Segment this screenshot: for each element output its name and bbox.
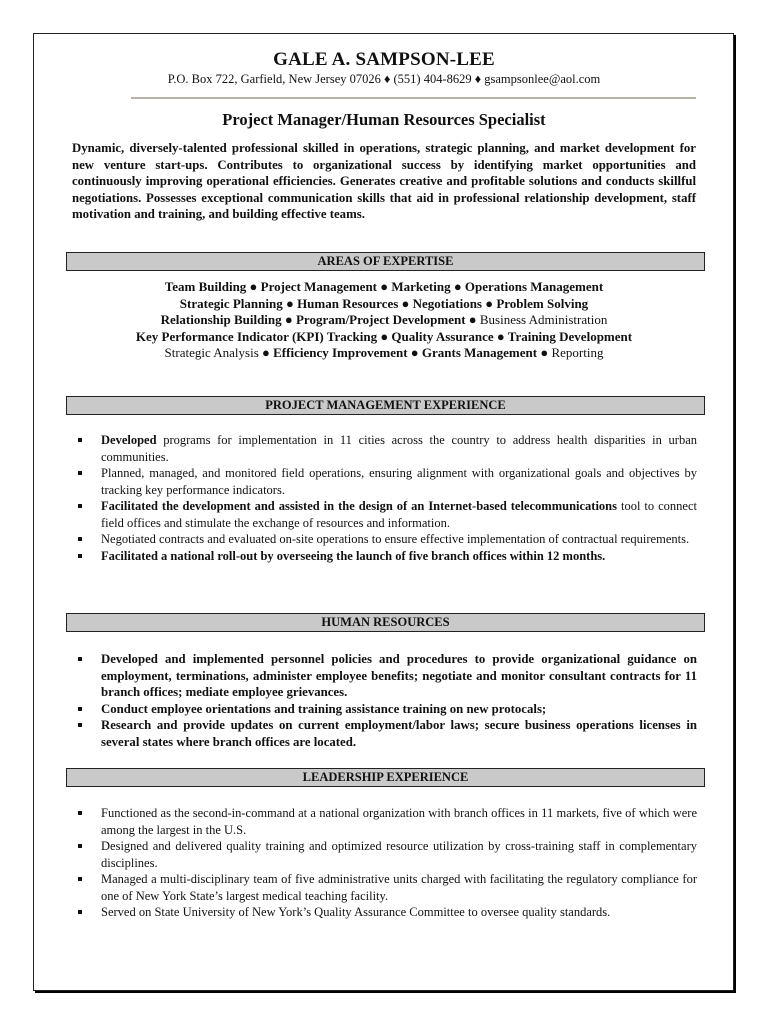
expertise-text: Relationship Building ● Program/Project Development ● (160, 312, 477, 328)
section-heading-expertise: AREAS OF EXPERTISE (66, 252, 705, 271)
resume-title: Project Manager/Human Resources Specialist (222, 110, 546, 129)
expertise-text: Strategic Analysis (164, 345, 263, 361)
list-item: Designed and delivered quality training and optimized resource utilization by cross-training staff in complementary disciplines. (72, 838, 697, 871)
list-item: Planned, managed, and monitored field operations, ensuring alignment with organizational goals and objectives by tracking key performance indicators. (72, 465, 697, 498)
expertise-text: Reporting (548, 345, 604, 361)
header-divider (131, 97, 696, 99)
expertise-line (0, 345, 768, 362)
expertise-line: Team Building ● Project Management ● Marketing ● Operations Management (164, 279, 604, 294)
leadership-list (72, 805, 697, 921)
expertise-list (0, 279, 768, 362)
expertise-text: Business Administration (476, 312, 608, 328)
list-item: Negotiated contracts and evaluated on-site operations to ensure effective implementation of contractual requirements. (72, 531, 697, 548)
section-heading-leadership: LEADERSHIP EXPERIENCE (66, 768, 705, 787)
list-item (72, 498, 697, 531)
bullet-text: tool to connect field offices and stimulate the exchange of resources and information. (101, 499, 697, 530)
list-item: Served on State University of New York’s Quality Assurance Committee to oversee quality standards. (72, 904, 697, 921)
project-management-list (72, 432, 697, 564)
list-item: Managed a multi-disciplinary team of five administrative units charged with facilitating the regulatory compliance for one of New York State’s largest medical teaching facility. (72, 871, 697, 904)
human-resources-list (72, 651, 697, 751)
list-item: Conduct employee orientations and training assistance training on new protocals; (72, 701, 697, 718)
bullet-text: Developed (101, 433, 157, 447)
expertise-line: Strategic Planning ● Human Resources ● Negotiations ● Problem Solving (179, 295, 589, 311)
expertise-line (0, 312, 768, 329)
list-item: Research and provide updates on current employment/labor laws; secure business operations licenses in several states where branch offices are located. (72, 717, 697, 750)
list-item (72, 432, 697, 465)
list-item: Functioned as the second-in-command at a national organization with branch offices in 11 markets, five of which were among the largest in the U.S. (72, 805, 697, 838)
expertise-text: ● Efficiency Improvement ● Grants Management ● (262, 345, 549, 361)
list-item: Developed and implemented personnel policies and procedures to provide organizational guidance on employment, terminations, administer employee benefits; negotiate and monitor consultant contracts for 11 branch offices; mediate employee grievances. (72, 651, 697, 701)
professional-summary: Dynamic, diversely-talented professional skilled in operations, strategic planning, and market development for new venture start-ups. Contributes to organizational success by identifying market opportunities and continuously improving operational efficiencies. Generates creative and profitable solutions and conducts skillful negotiations. Possesses exceptional communication skills that aid in professional relationship development, staff motivation and training, and building effective teams. (72, 141, 696, 221)
expertise-line: Key Performance Indicator (KPI) Tracking ● Quality Assurance ● Training Development (135, 328, 633, 344)
list-item: Facilitated a national roll-out by overseeing the launch of five branch offices within 12 months. (72, 548, 697, 565)
section-heading-human-resources: HUMAN RESOURCES (66, 613, 705, 632)
bullet-text: programs for implementation in 11 cities across the country to address health disparities in urban communities. (101, 433, 697, 464)
contact-line: P.O. Box 722, Garfield, New Jersey 07026 ♦ (551) 404-8629 ♦ gsampsonlee@aol.com (167, 72, 601, 86)
bullet-text: Facilitated the development and assisted in the design of an Internet-based telecommunications (101, 499, 618, 513)
section-heading-project-management: PROJECT MANAGEMENT EXPERIENCE (66, 396, 705, 415)
candidate-name: GALE A. SAMPSON-LEE (273, 49, 495, 70)
